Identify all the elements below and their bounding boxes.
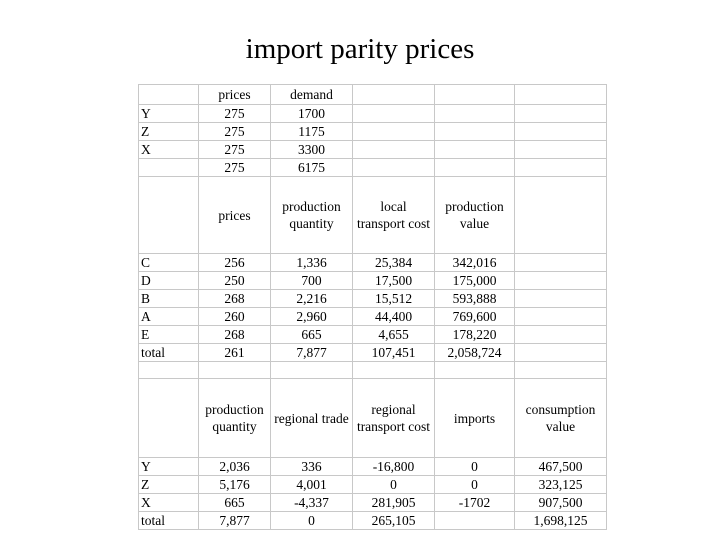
table-row: [139, 290, 607, 308]
header-cell: imports: [435, 379, 515, 458]
data-cell: 2,058,724: [435, 344, 515, 362]
data-cell: 15,512: [353, 290, 435, 308]
row-label-cell: [139, 159, 199, 177]
data-cell: 665: [271, 326, 353, 344]
header-cell: prices: [199, 85, 271, 105]
data-cell: 178,220: [435, 326, 515, 344]
row-label-cell: total: [139, 512, 199, 530]
row-label-cell: Y: [139, 458, 199, 476]
data-cell: 907,500: [515, 494, 607, 512]
data-cell: 323,125: [515, 476, 607, 494]
data-cell: 268: [199, 326, 271, 344]
data-cell: 6175: [271, 159, 353, 177]
slide-title: import parity prices: [245, 33, 475, 65]
data-cell: 665: [199, 494, 271, 512]
data-cell: 4,655: [353, 326, 435, 344]
data-cell: 1175: [271, 123, 353, 141]
data-cell: [515, 159, 607, 177]
data-cell: 5,176: [199, 476, 271, 494]
data-cell: [515, 141, 607, 159]
data-cell: 275: [199, 159, 271, 177]
data-cell: [435, 105, 515, 123]
header-cell: [139, 85, 199, 105]
table-row: [139, 512, 607, 530]
data-cell: 0: [435, 458, 515, 476]
header-cell: [515, 177, 607, 254]
data-cell: [515, 290, 607, 308]
data-cell: [353, 105, 435, 123]
data-cell: 281,905: [353, 494, 435, 512]
table-row: [139, 159, 607, 177]
data-cell: 1,336: [271, 254, 353, 272]
table-row: [139, 141, 607, 159]
header-cell: [139, 379, 199, 458]
table1-header-row: [139, 85, 607, 105]
data-cell: 467,500: [515, 458, 607, 476]
data-cell: -1702: [435, 494, 515, 512]
table-row: [139, 326, 607, 344]
data-cell: [353, 159, 435, 177]
header-cell: consumption value: [515, 379, 607, 458]
table-row: [139, 254, 607, 272]
table-row: [139, 272, 607, 290]
data-cell: 0: [435, 476, 515, 494]
data-cell: [515, 123, 607, 141]
row-label-cell: B: [139, 290, 199, 308]
data-cell: 336: [271, 458, 353, 476]
data-cell: 4,001: [271, 476, 353, 494]
data-cell: -16,800: [353, 458, 435, 476]
data-cell: 17,500: [353, 272, 435, 290]
data-cell: 342,016: [435, 254, 515, 272]
header-cell: [353, 85, 435, 105]
data-cell: [435, 362, 515, 379]
header-cell: [515, 85, 607, 105]
table-row: [139, 494, 607, 512]
header-cell: demand: [271, 85, 353, 105]
row-label-cell: total: [139, 344, 199, 362]
data-cell: 2,960: [271, 308, 353, 326]
header-cell: prices: [199, 177, 271, 254]
data-cell: 593,888: [435, 290, 515, 308]
data-cell: 2,036: [199, 458, 271, 476]
row-label-cell: C: [139, 254, 199, 272]
data-cell: 7,877: [199, 512, 271, 530]
data-cell: 275: [199, 141, 271, 159]
table-row: [139, 458, 607, 476]
row-label-cell: Y: [139, 105, 199, 123]
data-cell: 769,600: [435, 308, 515, 326]
data-cell: 268: [199, 290, 271, 308]
header-cell: regional trade: [271, 379, 353, 458]
data-cell: 3300: [271, 141, 353, 159]
data-cell: 265,105: [353, 512, 435, 530]
data-cell: 260: [199, 308, 271, 326]
header-cell: [435, 85, 515, 105]
data-cell: [353, 141, 435, 159]
data-cell: 25,384: [353, 254, 435, 272]
data-cell: [435, 512, 515, 530]
table-row: [139, 123, 607, 141]
spacer-row: [139, 362, 607, 379]
data-cell: [435, 123, 515, 141]
data-cell: 0: [353, 476, 435, 494]
data-cell: 7,877: [271, 344, 353, 362]
data-cell: [515, 105, 607, 123]
data-cell: 700: [271, 272, 353, 290]
data-cell: 275: [199, 105, 271, 123]
row-label-cell: [139, 362, 199, 379]
data-cell: 107,451: [353, 344, 435, 362]
data-cell: [515, 344, 607, 362]
row-label-cell: X: [139, 141, 199, 159]
table-row: [139, 308, 607, 326]
header-cell: regional transport cost: [353, 379, 435, 458]
data-cell: [515, 308, 607, 326]
price-table: [138, 84, 607, 530]
data-cell: [515, 254, 607, 272]
data-cell: -4,337: [271, 494, 353, 512]
table-row: [139, 344, 607, 362]
data-cell: 261: [199, 344, 271, 362]
data-cell: [271, 362, 353, 379]
data-cell: [353, 362, 435, 379]
header-cell: production quantity: [271, 177, 353, 254]
data-cell: 1,698,125: [515, 512, 607, 530]
row-label-cell: Z: [139, 476, 199, 494]
data-cell: [435, 159, 515, 177]
data-cell: [515, 326, 607, 344]
data-cell: [515, 362, 607, 379]
data-cell: [199, 362, 271, 379]
data-cell: [515, 272, 607, 290]
data-cell: 256: [199, 254, 271, 272]
table-row: [139, 476, 607, 494]
data-cell: 275: [199, 123, 271, 141]
table-row: [139, 105, 607, 123]
header-cell: [139, 177, 199, 254]
data-cell: 0: [271, 512, 353, 530]
data-cell: 1700: [271, 105, 353, 123]
data-cell: 44,400: [353, 308, 435, 326]
data-cell: 250: [199, 272, 271, 290]
data-cell: [435, 141, 515, 159]
row-label-cell: X: [139, 494, 199, 512]
table3-header-row: [139, 379, 607, 458]
row-label-cell: A: [139, 308, 199, 326]
header-cell: production value: [435, 177, 515, 254]
row-label-cell: D: [139, 272, 199, 290]
row-label-cell: Z: [139, 123, 199, 141]
data-cell: [353, 123, 435, 141]
data-cell: 2,216: [271, 290, 353, 308]
data-cell: 175,000: [435, 272, 515, 290]
table2-header-row: [139, 177, 607, 254]
header-cell: production quantity: [199, 379, 271, 458]
row-label-cell: E: [139, 326, 199, 344]
header-cell: local transport cost: [353, 177, 435, 254]
